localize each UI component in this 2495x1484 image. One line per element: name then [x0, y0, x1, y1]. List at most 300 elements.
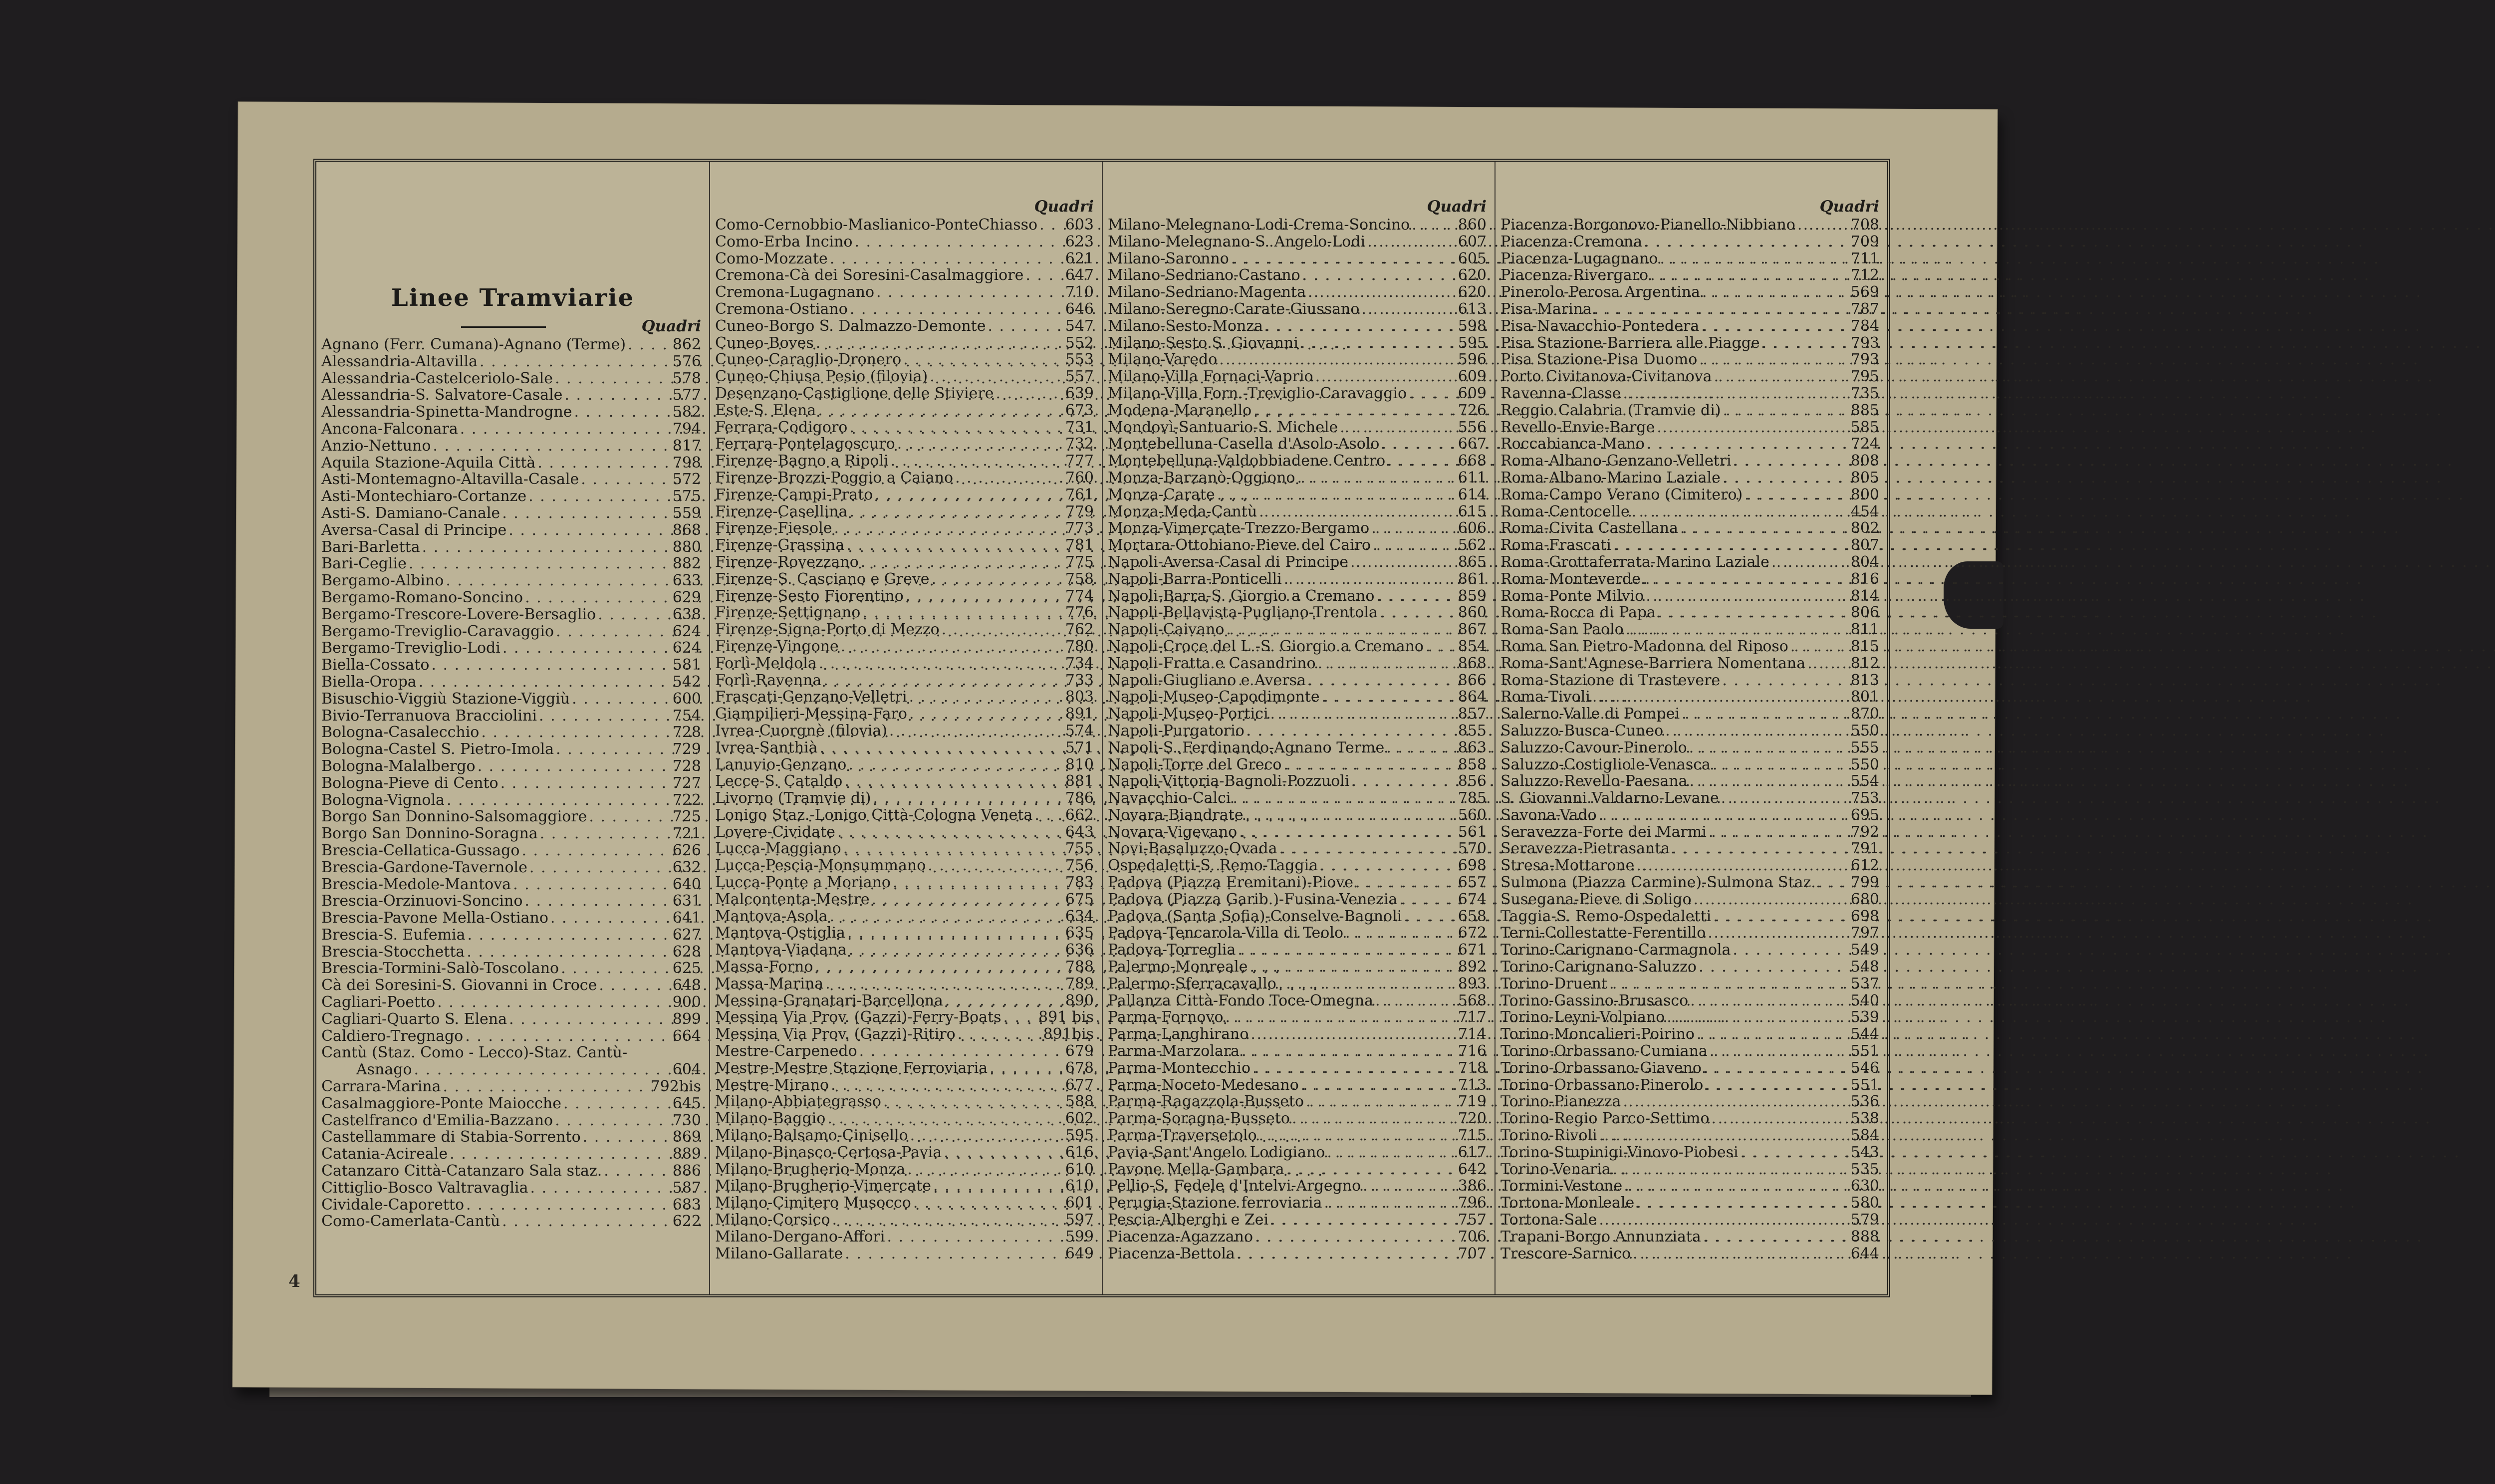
quadro-number: 639: [1065, 384, 1094, 402]
quadro-number: 867: [1458, 621, 1487, 639]
index-entry: [321, 370, 704, 387]
quadro-number: 624: [672, 622, 701, 640]
quadro-number: 695: [1850, 806, 1879, 824]
line-name: Roma-Grottaferrata-Marino Laziale: [1500, 553, 1769, 571]
line-name: Mantova-Ostiglia: [715, 924, 845, 942]
quadro-number: 891bis: [1043, 1025, 1094, 1043]
quadro-number: 662: [1065, 806, 1094, 824]
index-entry: [1500, 571, 1882, 588]
leader-dots: [1276, 976, 1458, 992]
index-entry: [1108, 874, 1490, 891]
line-name: Napoli-Torre del Greco: [1108, 755, 1282, 773]
line-name: Roma-Rocca di Papa: [1500, 604, 1656, 622]
quadro-number: 628: [672, 943, 701, 961]
leader-dots: [1590, 689, 1851, 706]
index-entry: [321, 555, 704, 572]
line-name: Brescia-Cellatica-Gussago: [321, 841, 520, 859]
quadro-number: 811: [1850, 621, 1879, 639]
leader-dots: [988, 1060, 1065, 1077]
line-name: Bergamo-Romano-Soncino: [321, 588, 523, 606]
quadro-number: 647: [1065, 266, 1094, 284]
line-name: Milano-Melegnano-S. Angelo-Lodi: [1108, 233, 1366, 250]
index-entry: [715, 436, 1097, 453]
index-entry: [715, 773, 1097, 790]
quadro-number: 817: [672, 437, 701, 455]
line-name: Messina Via Prov. (Gazzi)-Ritiro: [715, 1025, 956, 1043]
quadro-number: 813: [1850, 671, 1879, 689]
index-entry: [1500, 925, 1882, 942]
quadro-number: 537: [1850, 975, 1879, 992]
leader-dots: [407, 555, 673, 572]
line-name: Lucca-Pescia-Monsummano: [715, 857, 926, 875]
leader-dots: [1306, 284, 1458, 301]
line-name: Revello-Envie-Barge: [1500, 418, 1655, 436]
quadro-number: 625: [672, 960, 701, 978]
line-name: Cagliari-Poetto: [321, 993, 436, 1011]
index-entry: [1108, 351, 1490, 368]
leader-dots: [1298, 335, 1458, 352]
leader-dots: [887, 723, 1065, 740]
leader-dots: [818, 740, 1065, 756]
index-entry: [321, 1163, 704, 1180]
line-name: Ancona-Falconara: [321, 420, 458, 438]
leader-dots: [1678, 520, 1851, 537]
index-entry: [1500, 1161, 1882, 1178]
line-name: Firenze-Grassina: [715, 536, 845, 554]
line-name: Cuneo-Caraglio-Dronero: [715, 351, 902, 369]
leader-dots: [602, 1163, 672, 1180]
leader-dots: [1257, 1127, 1458, 1144]
leader-dots: [1268, 1212, 1458, 1229]
index-entry: [1108, 436, 1490, 453]
index-entry: [1500, 1144, 1882, 1161]
line-name: Monza-Vimercate-Trezzo-Bergamo: [1108, 519, 1370, 537]
quadro-number: 799: [1850, 874, 1879, 892]
leader-dots: [506, 522, 672, 539]
index-entry: [321, 336, 704, 353]
line-name: Reggio Calabria (Tramvie di): [1500, 401, 1721, 419]
leader-dots: [956, 1026, 1043, 1043]
quadro-number: 538: [1850, 1110, 1879, 1128]
quadro-number: 781: [1065, 536, 1094, 554]
quadro-number: 711: [1850, 249, 1879, 267]
quadro-number: 664: [672, 1027, 701, 1045]
index-entry: [715, 672, 1097, 689]
quadro-number: 621: [1065, 249, 1094, 267]
quadro-number: 551: [1850, 1076, 1879, 1094]
index-entry: [1108, 301, 1490, 318]
quadro-number: 575: [672, 488, 701, 505]
leader-dots: [553, 370, 673, 387]
index-entry: [1500, 1127, 1882, 1144]
line-name: Asti-Montemagno-Altavilla-Casale: [321, 471, 579, 489]
line-name: Milano-Brugherio-Vimercate: [715, 1177, 932, 1195]
leader-dots: [431, 438, 672, 455]
quadro-number: 544: [1850, 1025, 1879, 1043]
leader-dots: [1349, 773, 1458, 790]
quadro-number: 579: [1850, 1211, 1879, 1229]
quadro-number: 597: [1065, 1211, 1094, 1229]
quadro-number: 735: [1850, 384, 1879, 402]
quadro-number: 609: [1458, 384, 1487, 402]
index-entry: [1500, 402, 1882, 419]
index-entry: [1108, 908, 1490, 925]
index-entry: [321, 539, 704, 556]
index-entry: [1500, 267, 1882, 284]
quadro-number: 857: [1458, 705, 1487, 723]
line-name: Aversa-Casal di Principe: [321, 521, 507, 539]
index-frame: [313, 159, 1890, 1297]
line-name: Cuneo-Boves: [715, 334, 814, 352]
index-entry: [321, 960, 704, 977]
index-entry: [715, 723, 1097, 740]
leader-dots: [817, 655, 1065, 672]
leader-dots: [1245, 723, 1458, 740]
index-entry: [715, 1127, 1097, 1144]
quadro-number: 710: [1065, 283, 1094, 301]
index-entry: [1500, 1229, 1882, 1245]
line-name: Napoli-Purgatorio: [1108, 722, 1245, 740]
leader-dots: [1231, 790, 1458, 807]
quadro-number: 620: [1458, 266, 1487, 284]
index-entry: [1108, 520, 1490, 537]
line-name: Firenze-Sesto Fiorentino: [715, 587, 904, 605]
index-entry: [1500, 1009, 1882, 1026]
line-name: Ferrara-Pontelagoscuro: [715, 435, 895, 453]
quadro-number: 869: [672, 1128, 701, 1146]
leader-dots: [1353, 874, 1458, 891]
leader-dots: [1697, 959, 1851, 976]
leader-dots: [511, 876, 673, 893]
line-name: Bergamo-Treviglio-Caravaggio: [321, 622, 554, 640]
quadro-number: 648: [672, 977, 701, 994]
index-entry: [321, 674, 704, 691]
line-name: Torino-Stupinigi-Vinovo-Piobesi: [1500, 1143, 1739, 1161]
line-name: S. Giovanni Valdarno-Levane: [1500, 789, 1719, 807]
quadro-number: 808: [1850, 452, 1879, 470]
quadro-number: 792: [1850, 823, 1879, 841]
line-name: Bari-Ceglie: [321, 555, 407, 573]
leader-dots: [1703, 1077, 1850, 1094]
line-name: Monza-Carate: [1108, 486, 1215, 503]
index-entry: [1500, 723, 1882, 740]
line-name: Tortona-Sale: [1500, 1211, 1597, 1229]
leader-dots: [885, 1229, 1065, 1245]
index-entry: [1500, 419, 1882, 436]
leader-dots: [1760, 335, 1851, 352]
line-name: Como-Cernobbio-Maslianico-PonteChiasso: [715, 216, 1038, 234]
line-name: Tormini-Vestone: [1500, 1177, 1623, 1195]
index-entry: [1500, 1212, 1882, 1229]
quadro-number: 698: [1850, 907, 1879, 925]
leader-dots: [463, 1028, 672, 1045]
line-name: Carrara-Marina: [321, 1078, 441, 1096]
line-name: Montebelluna-Casella d'Asolo-Asolo: [1108, 435, 1380, 453]
leader-dots: [1634, 1195, 1851, 1212]
quadro-number: 780: [1065, 637, 1094, 655]
quadro-number: 600: [672, 690, 701, 708]
line-name: Como-Mozzate: [715, 249, 828, 267]
leader-dots: [1607, 976, 1851, 992]
quadro-number: 626: [672, 841, 701, 859]
line-name: Parma-Soragna-Busseto: [1108, 1110, 1290, 1128]
quadro-number: 706: [1458, 1228, 1487, 1245]
index-entry: [715, 1178, 1097, 1195]
leader-dots: [843, 1245, 1065, 1262]
index-entry: [715, 1245, 1097, 1262]
leader-dots: [1644, 588, 1850, 605]
quadro-number: 885: [1850, 401, 1879, 419]
line-name: Cremona-Ostiano: [715, 300, 848, 318]
leader-dots: [429, 657, 672, 674]
index-entry: [715, 1161, 1097, 1178]
line-name: Milano-Baggio: [715, 1110, 826, 1128]
quadro-number: 603: [1065, 216, 1094, 234]
line-name: Perugia-Stazione ferroviaria: [1108, 1194, 1322, 1212]
index-entry: [1108, 335, 1490, 352]
leader-dots: [1597, 1127, 1851, 1144]
leader-dots: [821, 672, 1065, 689]
line-name: Cuneo-Chiusa Pesio (filovia): [715, 368, 928, 386]
line-name: Castelfranco d'Emilia-Bazzano: [321, 1111, 553, 1129]
leader-dots: [1655, 419, 1850, 436]
line-name: Napoli-Caivano: [1108, 621, 1225, 639]
quadro-number: 775: [1065, 553, 1094, 571]
quadro-number: 718: [1458, 1059, 1487, 1077]
leader-dots: [1656, 604, 1851, 621]
line-name: Torino-Gassino-Brusasco: [1500, 991, 1689, 1009]
leader-dots: [825, 1110, 1065, 1127]
index-entry: [1108, 1212, 1490, 1229]
quadro-number: 613: [1458, 300, 1487, 318]
quadro-number: 892: [1458, 958, 1487, 976]
line-name: Giampilieri-Messina-Faro: [715, 705, 907, 723]
line-name: Bisuschio-Viggiù Stazione-Viggiù: [321, 690, 570, 708]
line-name: Livorno (Tramvie di): [715, 789, 871, 807]
line-name: Roma-Tivoli: [1500, 688, 1590, 706]
title-underline: [461, 326, 546, 328]
leader-dots: [465, 944, 672, 961]
page-title: Linee Tramviarie: [391, 284, 635, 312]
line-name: Monza-Barzanò-Oggiono: [1108, 469, 1295, 487]
leader-dots: [891, 874, 1065, 891]
quadro-number: 643: [1065, 823, 1094, 841]
quadro-number: 868: [1458, 654, 1487, 672]
quadro-number: 560: [1458, 806, 1487, 824]
quadro-number: 635: [1065, 924, 1094, 942]
index-entry: [1500, 250, 1882, 267]
line-name: Piacenza-Bettola: [1108, 1244, 1235, 1262]
quadro-number: 577: [672, 386, 701, 404]
leader-dots: [1338, 419, 1458, 436]
leader-dots: [1630, 503, 1851, 520]
leader-dots: [1281, 756, 1458, 773]
index-entry: [715, 217, 1097, 234]
index-entry: [715, 1009, 1097, 1026]
index-entry: [1108, 706, 1490, 723]
line-name: Pavone Mella-Gambara: [1108, 1160, 1284, 1178]
quadro-number: 551: [1850, 1042, 1879, 1060]
line-name: Pescia-Alberghi e Zei: [1108, 1211, 1269, 1229]
leader-dots: [828, 250, 1065, 267]
line-name: Napoli-Bellavista-Pugliano-Trentola: [1108, 604, 1378, 622]
line-name: Novara-Biandrate: [1108, 806, 1244, 824]
index-entry: [1108, 1043, 1490, 1060]
line-name: Lovere-Cividate: [715, 823, 835, 841]
leader-dots: [562, 387, 672, 404]
line-name: Saluzzo-Cavour-Pinerolo: [1500, 739, 1687, 756]
line-name: Alessandria-S. Salvatore-Casale: [321, 386, 563, 404]
quadro-number: 728: [672, 757, 701, 775]
index-entry: [1500, 487, 1882, 503]
index-entry: [715, 689, 1097, 706]
quadro-number: 606: [1458, 519, 1487, 537]
line-name: Stresa-Mottarone: [1500, 857, 1635, 875]
index-entry: [321, 455, 704, 472]
quadro-number: 707: [1458, 1244, 1487, 1262]
index-entry: [1500, 520, 1882, 537]
quadro-number: 881: [1065, 772, 1094, 790]
quadro-number: 587: [672, 1179, 701, 1197]
line-name: Torino-Orbassano-Cumiana: [1500, 1042, 1708, 1060]
quadro-number: 868: [672, 521, 701, 539]
leader-dots: [572, 404, 673, 421]
quadro-number: 595: [1065, 1127, 1094, 1145]
index-entry: [715, 740, 1097, 756]
quadro-number: 730: [672, 1111, 701, 1129]
line-name: Bergamo-Albino: [321, 572, 444, 590]
index-entry: [321, 421, 704, 438]
quadro-number: 891: [1065, 705, 1094, 723]
quadro-number: 632: [672, 858, 701, 876]
quadro-number: 386: [1458, 1177, 1487, 1195]
quadro-number: 786: [1065, 789, 1094, 807]
leader-dots: [538, 825, 673, 842]
quadro-number: 709: [1850, 233, 1879, 250]
index-entry: [1108, 503, 1490, 520]
leader-dots: [1721, 470, 1851, 487]
index-entry: [1500, 301, 1882, 318]
index-entry: [321, 775, 704, 792]
line-name: Biella-Cossato: [321, 656, 430, 674]
column-1: [316, 162, 709, 1294]
quadro-number: 760: [1065, 469, 1094, 487]
quadro-number: 795: [1850, 368, 1879, 386]
leader-dots: [1597, 1212, 1850, 1229]
leader-dots: [1670, 840, 1851, 857]
leader-dots: [1032, 807, 1065, 824]
line-name: Napoli-Barra-Ponticelli: [1108, 570, 1282, 588]
entry-list: [321, 336, 704, 1230]
quadro-number: 641: [672, 909, 701, 927]
leader-dots: [1634, 857, 1850, 874]
line-name: Roma-Campo Verano (Cimitero): [1500, 486, 1743, 503]
quadro-number: 581: [672, 656, 701, 674]
leader-dots: [1712, 368, 1851, 385]
leader-dots: [1597, 807, 1851, 824]
quadro-number: 615: [1458, 502, 1487, 520]
quadro-number: 561: [1458, 823, 1487, 841]
line-name: Brescia-Pavone Mella-Ostiano: [321, 909, 548, 927]
quadri-header: Quadri: [1427, 198, 1487, 216]
line-name: Massa-Forno: [715, 958, 813, 976]
line-name: Parma-Langhirano: [1108, 1025, 1249, 1043]
line-name: Borgo San Donnino-Salsomaggiore: [321, 808, 587, 826]
line-name: Firenze-Casellina: [715, 502, 848, 520]
quadro-number: 779: [1065, 502, 1094, 520]
leader-dots: [1805, 655, 1851, 672]
line-name: Firenze-Fiesole: [715, 519, 832, 537]
leader-dots: [570, 691, 673, 708]
quadro-number: 757: [1458, 1211, 1487, 1229]
index-entry: [1500, 740, 1882, 756]
quadro-number: 816: [1850, 570, 1879, 588]
line-name: Biella-Oropa: [321, 673, 417, 691]
line-name: Milano-Melegnano-Lodi-Crema-Soncino: [1108, 216, 1410, 234]
index-entry: [1108, 1229, 1490, 1245]
index-entry: [1500, 1093, 1882, 1110]
index-entry: [321, 522, 704, 539]
line-name: Cagliari-Quarto S. Elena: [321, 1010, 507, 1028]
leader-dots: [823, 976, 1065, 992]
index-entry: [1500, 874, 1882, 891]
leader-dots: [1244, 807, 1458, 824]
line-name: Agnano (Ferr. Cumana)-Agnano (Terme): [321, 336, 626, 353]
line-name: Napoli-Giugliano e Aversa: [1108, 671, 1306, 689]
leader-dots: [1621, 385, 1851, 402]
leader-dots: [860, 604, 1065, 621]
index-entry: [1500, 942, 1882, 959]
line-name: Susegana-Pieve di Soligo: [1500, 890, 1692, 908]
leader-dots: [873, 487, 1065, 503]
line-name: Roma-Ponte Milvio: [1500, 587, 1644, 605]
leader-dots: [895, 436, 1065, 453]
index-entry: [715, 891, 1097, 908]
quadro-number: 729: [672, 741, 701, 758]
index-entry: [321, 1213, 704, 1230]
line-name: Aquila Stazione-Aquila Città: [321, 454, 536, 472]
quadro-number: 789: [1065, 975, 1094, 992]
line-name: Milano-Sesto S. Giovanni: [1108, 334, 1298, 352]
quadro-number: 622: [672, 1213, 701, 1231]
index-entry: [1500, 217, 1882, 234]
line-name: Pisa-Marina: [1500, 300, 1592, 318]
leader-dots: [1322, 1195, 1458, 1212]
index-entry: [321, 404, 704, 421]
index-entry: [715, 1026, 1097, 1043]
entry-list: [715, 217, 1097, 1262]
index-entry: [1500, 840, 1882, 857]
line-name: Messina Via Prov. (Gazzi)-Ferry-Boats: [715, 1008, 1001, 1026]
quadro-number: 721: [672, 825, 701, 843]
leader-dots: [1641, 571, 1851, 588]
quadro-number: 864: [1458, 688, 1487, 706]
column-2: [709, 162, 1102, 1294]
index-entry: [1108, 1161, 1490, 1178]
index-entry: [1500, 284, 1882, 301]
leader-dots: [519, 842, 672, 859]
leader-dots: [1658, 250, 1851, 267]
index-entry: [715, 1060, 1097, 1077]
index-entry: [321, 876, 704, 893]
line-name: Napoli-Vittoria-Bagnoli-Pozzuoli: [1108, 772, 1350, 790]
index-entry: [321, 353, 704, 370]
quadro-number: 882: [672, 555, 701, 573]
index-entry: [321, 1044, 704, 1061]
quadro-number: 630: [1850, 1177, 1879, 1195]
line-name: Massa-Marina: [715, 975, 824, 992]
line-name: Milano-Sedriano-Castano: [1108, 266, 1300, 284]
